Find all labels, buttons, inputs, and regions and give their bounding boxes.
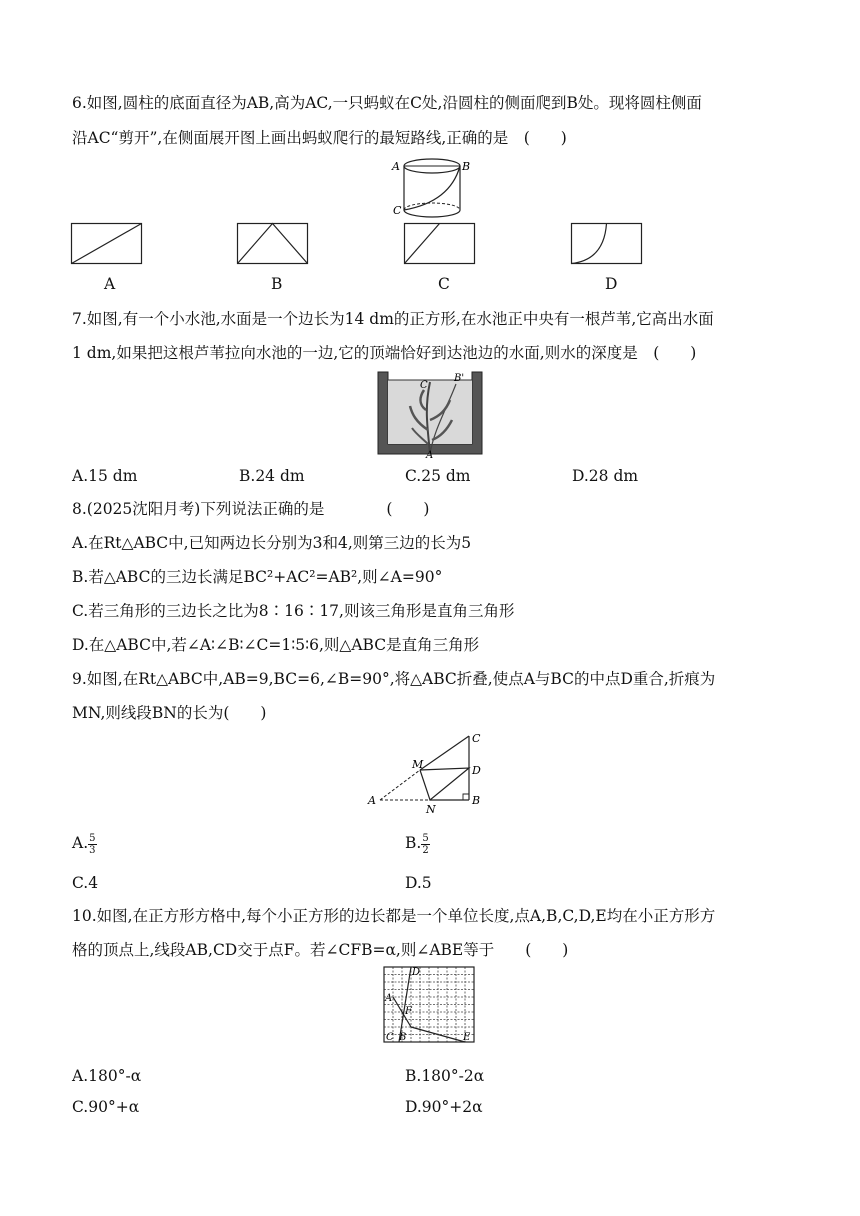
q7-stem-line2: 1 dm,如果把这根芦苇拉向水池的一边,它的顶端恰好到达池边的水面,则水的深度是 ( ) bbox=[72, 344, 697, 362]
q9-stem-line2: MN,则线段BN的长为( ) bbox=[72, 704, 267, 722]
q7-option-a: A.15 dm bbox=[72, 467, 138, 485]
q7-stem-line1: 7.如图,有一个小水池,水面是一个边长为14 dm的正方形,在水池正中央有一根芦苇,它高出水面 bbox=[72, 310, 714, 328]
q6-label-a: A bbox=[392, 160, 400, 173]
q8-stem: 8.(2025沈阳月考)下列说法正确的是 ( ) bbox=[72, 500, 430, 518]
q9-option-b bbox=[405, 832, 430, 856]
q8-option-b: B.若△ABC的三边长满足BC²+AC²=AB²,则∠A=90° bbox=[72, 568, 443, 586]
q10-label-c: C bbox=[386, 1032, 394, 1043]
q9-option-b-prefix: B. bbox=[405, 834, 422, 852]
q6-option-c-diagram bbox=[403, 222, 479, 266]
q9-option-a-fraction bbox=[88, 833, 96, 856]
q8-option-a: A.在Rt△ABC中,已知两边长分别为3和4,则第三边的长为5 bbox=[72, 534, 472, 552]
q10-option-a: A.180°-α bbox=[72, 1067, 142, 1085]
q6-option-d-diagram bbox=[570, 222, 646, 266]
q10-option-d: D.90°+2α bbox=[405, 1098, 483, 1116]
q7-option-c: C.25 dm bbox=[405, 467, 471, 485]
q10-option-b: B.180°-2α bbox=[405, 1067, 485, 1085]
q9-option-b-numerator: 5 bbox=[422, 832, 429, 844]
q9-label-d: D bbox=[472, 764, 481, 777]
q9-label-a: A bbox=[368, 794, 376, 807]
q9-option-a-denominator: 3 bbox=[89, 844, 96, 856]
q7-label-b-prime: B' bbox=[454, 373, 465, 384]
q10-label-d: D bbox=[412, 967, 421, 978]
q6-stem-line2: 沿AC“剪开”,在侧面展开图上画出蚂蚁爬行的最短路线,正确的是 ( ) bbox=[72, 129, 567, 147]
q10-label-a: A bbox=[385, 993, 393, 1004]
q9-option-d: D.5 bbox=[405, 874, 432, 892]
q7-option-d: D.28 dm bbox=[572, 467, 639, 485]
q9-label-n: N bbox=[426, 803, 436, 816]
q10-stem-line1: 10.如图,在正方形方格中,每个小正方形的边长都是一个单位长度,点A,B,C,D,E均在小正方形方 bbox=[72, 907, 716, 925]
q10-label-f: F bbox=[405, 1006, 412, 1017]
q9-triangle-figure bbox=[366, 730, 500, 816]
q8-option-d: D.在△ABC中,若∠A∶∠B∶∠C=1∶5∶6,则△ABC是直角三角形 bbox=[72, 636, 480, 654]
q9-label-m: M bbox=[412, 758, 424, 771]
q7-option-b: B.24 dm bbox=[239, 467, 305, 485]
q6-option-a-label: A bbox=[104, 275, 116, 293]
q6-option-d-label: D bbox=[605, 275, 618, 293]
q7-label-a: A bbox=[426, 450, 434, 461]
q10-label-b: B bbox=[399, 1032, 407, 1043]
q9-option-b-fraction bbox=[421, 833, 429, 856]
q7-label-c: C bbox=[420, 380, 428, 391]
q6-stem-line1: 6.如图,圆柱的底面直径为AB,高为AC,一只蚂蚁在C处,沿圆柱的侧面爬到B处。现将圆柱侧面 bbox=[72, 94, 702, 112]
q6-cylinder-figure bbox=[388, 152, 471, 224]
q9-option-c: C.4 bbox=[72, 874, 99, 892]
q6-option-a-diagram bbox=[70, 222, 146, 266]
q9-stem-line1: 9.如图,在Rt△ABC中,AB=9,BC=6,∠B=90°,将△ABC折叠,使点A与BC的中点D重合,折痕为 bbox=[72, 670, 716, 688]
q8-option-c: C.若三角形的三边长之比为8∶16∶17,则该三角形是直角三角形 bbox=[72, 602, 515, 620]
q6-label-b: B bbox=[462, 160, 471, 173]
q10-label-e: E bbox=[463, 1032, 471, 1043]
q10-stem-line2: 格的顶点上,线段AB,CD交于点F。若∠CFB=α,则∠ABE等于 ( ) bbox=[72, 941, 569, 959]
q6-label-c: C bbox=[393, 204, 402, 217]
q7-pond-figure bbox=[376, 370, 486, 461]
q6-option-c-label: C bbox=[438, 275, 450, 293]
q10-option-c: C.90°+α bbox=[72, 1098, 140, 1116]
q9-option-b-denominator: 2 bbox=[422, 844, 429, 856]
q9-option-a bbox=[72, 832, 97, 856]
q9-label-b: B bbox=[472, 794, 481, 807]
q6-option-b-label: B bbox=[271, 275, 283, 293]
q10-grid-figure bbox=[380, 964, 480, 1046]
q9-option-a-numerator: 5 bbox=[89, 832, 96, 844]
q9-option-a-prefix: A. bbox=[72, 834, 89, 852]
q6-option-b-diagram bbox=[236, 222, 312, 266]
q9-label-c: C bbox=[472, 732, 481, 745]
